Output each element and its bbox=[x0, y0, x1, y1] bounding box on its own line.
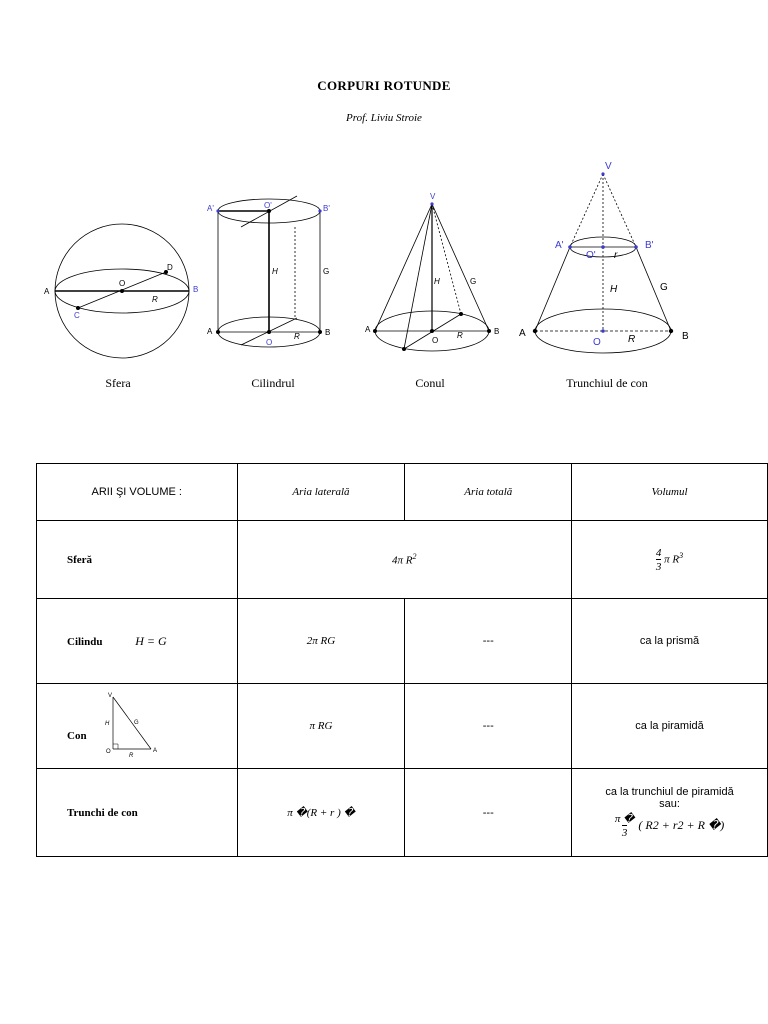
caption-frustum: Trunchiul de con bbox=[566, 376, 648, 390]
page-title: CORPURI ROTUNDE bbox=[317, 78, 451, 93]
frustum-label-V: V bbox=[605, 161, 612, 172]
cylinder-label-H: H bbox=[272, 267, 278, 276]
mini-label-G: G bbox=[133, 720, 139, 726]
cylinder-label-O: O bbox=[266, 338, 273, 347]
frustum-label-O: O bbox=[593, 337, 601, 348]
sphere-area-exp: 2 bbox=[412, 552, 417, 562]
frustum-volume-line1: ca la trunchiul de piramidă bbox=[605, 786, 734, 798]
mini-label-R: R bbox=[128, 753, 133, 759]
cylinder-label-B: B bbox=[325, 328, 331, 337]
cylinder-label-O1: O' bbox=[264, 201, 272, 210]
row-label-cylinder: Cilindu bbox=[67, 635, 103, 648]
sphere-area bbox=[237, 521, 572, 599]
frustum-volume-formula bbox=[572, 812, 767, 839]
cone-label-O: O bbox=[432, 336, 439, 345]
frustum-label-r: r bbox=[614, 250, 618, 261]
cone-mini-triangle bbox=[101, 691, 171, 761]
cone-label-H: H bbox=[434, 277, 440, 286]
row-label-cell-cone bbox=[37, 684, 238, 769]
frustum-figure bbox=[519, 161, 689, 353]
caption-cone: Conul bbox=[415, 376, 445, 390]
cylinder-figure bbox=[207, 196, 330, 347]
cone-volume: ca la piramidă bbox=[572, 684, 768, 769]
cone-total: --- bbox=[405, 684, 572, 769]
cylinder-label-B1: B' bbox=[323, 204, 330, 213]
row-label-sphere: Sferă bbox=[37, 521, 238, 599]
frustum-label-B1: B' bbox=[645, 240, 654, 251]
mini-label-A: A bbox=[152, 748, 157, 754]
sphere-volume-num: 4 bbox=[655, 546, 662, 559]
sphere-label-C: C bbox=[74, 311, 80, 320]
frustum-label-A1: A' bbox=[555, 240, 564, 251]
cylinder-total: --- bbox=[405, 599, 572, 684]
frustum-frac-num: π � bbox=[614, 813, 635, 825]
frustum-label-A: A bbox=[519, 328, 526, 339]
sphere-label-R: R bbox=[152, 295, 158, 304]
caption-cylinder: Cilindrul bbox=[251, 376, 295, 390]
cylinder-lateral: 2π RG bbox=[237, 599, 405, 684]
frustum-lateral: π �(R + r ) � bbox=[237, 769, 405, 857]
table-row bbox=[37, 684, 768, 769]
table-header-row bbox=[37, 464, 768, 521]
frustum-label-H: H bbox=[610, 284, 618, 295]
frustum-volume bbox=[572, 769, 768, 857]
frustum-total: --- bbox=[405, 769, 572, 857]
frustum-label-B: B bbox=[682, 331, 689, 342]
sphere-label-A: A bbox=[44, 287, 50, 296]
sphere-volume-exp: 3 bbox=[679, 550, 684, 560]
sphere-figure bbox=[44, 224, 198, 358]
sphere-label-O: O bbox=[119, 279, 126, 288]
sphere-volume-fraction bbox=[656, 547, 662, 573]
cone-label-G: G bbox=[470, 277, 477, 286]
formulas-table bbox=[36, 463, 768, 857]
sphere-volume-den: 3 bbox=[655, 560, 662, 573]
sphere-volume bbox=[572, 521, 768, 599]
cone-label-B: B bbox=[494, 327, 500, 336]
frustum-frac-den: 3 bbox=[621, 827, 628, 839]
row-label-cone: Con bbox=[67, 730, 87, 742]
cylinder-label-A1: A' bbox=[207, 204, 214, 213]
table-row bbox=[37, 599, 768, 684]
sphere-area-base: 4π R bbox=[392, 554, 413, 567]
cone-label-A: A bbox=[365, 325, 371, 334]
cylinder-label-R: R bbox=[294, 332, 300, 341]
header-cell-volume: Volumul bbox=[572, 464, 768, 521]
cone-label-R: R bbox=[457, 331, 463, 340]
header-cell-lateral: Aria laterală bbox=[237, 464, 405, 521]
figures-area bbox=[0, 150, 768, 375]
row-label-frustum: Trunchi de con bbox=[37, 769, 238, 857]
cylinder-label-A: A bbox=[207, 327, 213, 336]
cylinder-label-G: G bbox=[323, 267, 330, 276]
frustum-label-G: G bbox=[660, 282, 668, 293]
header-cell-total: Aria totală bbox=[405, 464, 572, 521]
sphere-volume-rest: π R bbox=[664, 553, 680, 566]
frustum-label-R: R bbox=[628, 334, 636, 345]
cylinder-volume: ca la prismă bbox=[572, 599, 768, 684]
cone-label-V: V bbox=[430, 192, 436, 201]
row-label-cell-cylinder bbox=[37, 599, 238, 684]
sphere-label-B: B bbox=[193, 285, 199, 294]
mini-label-H: H bbox=[104, 721, 109, 727]
sphere-label-D: D bbox=[167, 263, 173, 272]
author-line: Prof. Liviu Stroie bbox=[346, 112, 422, 124]
table-row bbox=[37, 521, 768, 599]
frustum-volume-fraction bbox=[615, 812, 635, 839]
mini-label-O: O bbox=[105, 749, 111, 755]
cone-figure bbox=[365, 192, 499, 351]
frustum-formula-body: ( R2 + r2 + R �) bbox=[638, 818, 725, 832]
table-row bbox=[37, 769, 768, 857]
frustum-volume-line2: sau: bbox=[659, 798, 680, 810]
caption-sphere: Sfera bbox=[105, 376, 131, 390]
cylinder-note: H = G bbox=[135, 633, 167, 648]
mini-label-V: V bbox=[107, 693, 112, 699]
header-cell-title: ARII ŞI VOLUME : bbox=[37, 464, 238, 521]
frustum-label-O1: O' bbox=[586, 250, 596, 261]
cone-lateral: π RG bbox=[237, 684, 405, 769]
